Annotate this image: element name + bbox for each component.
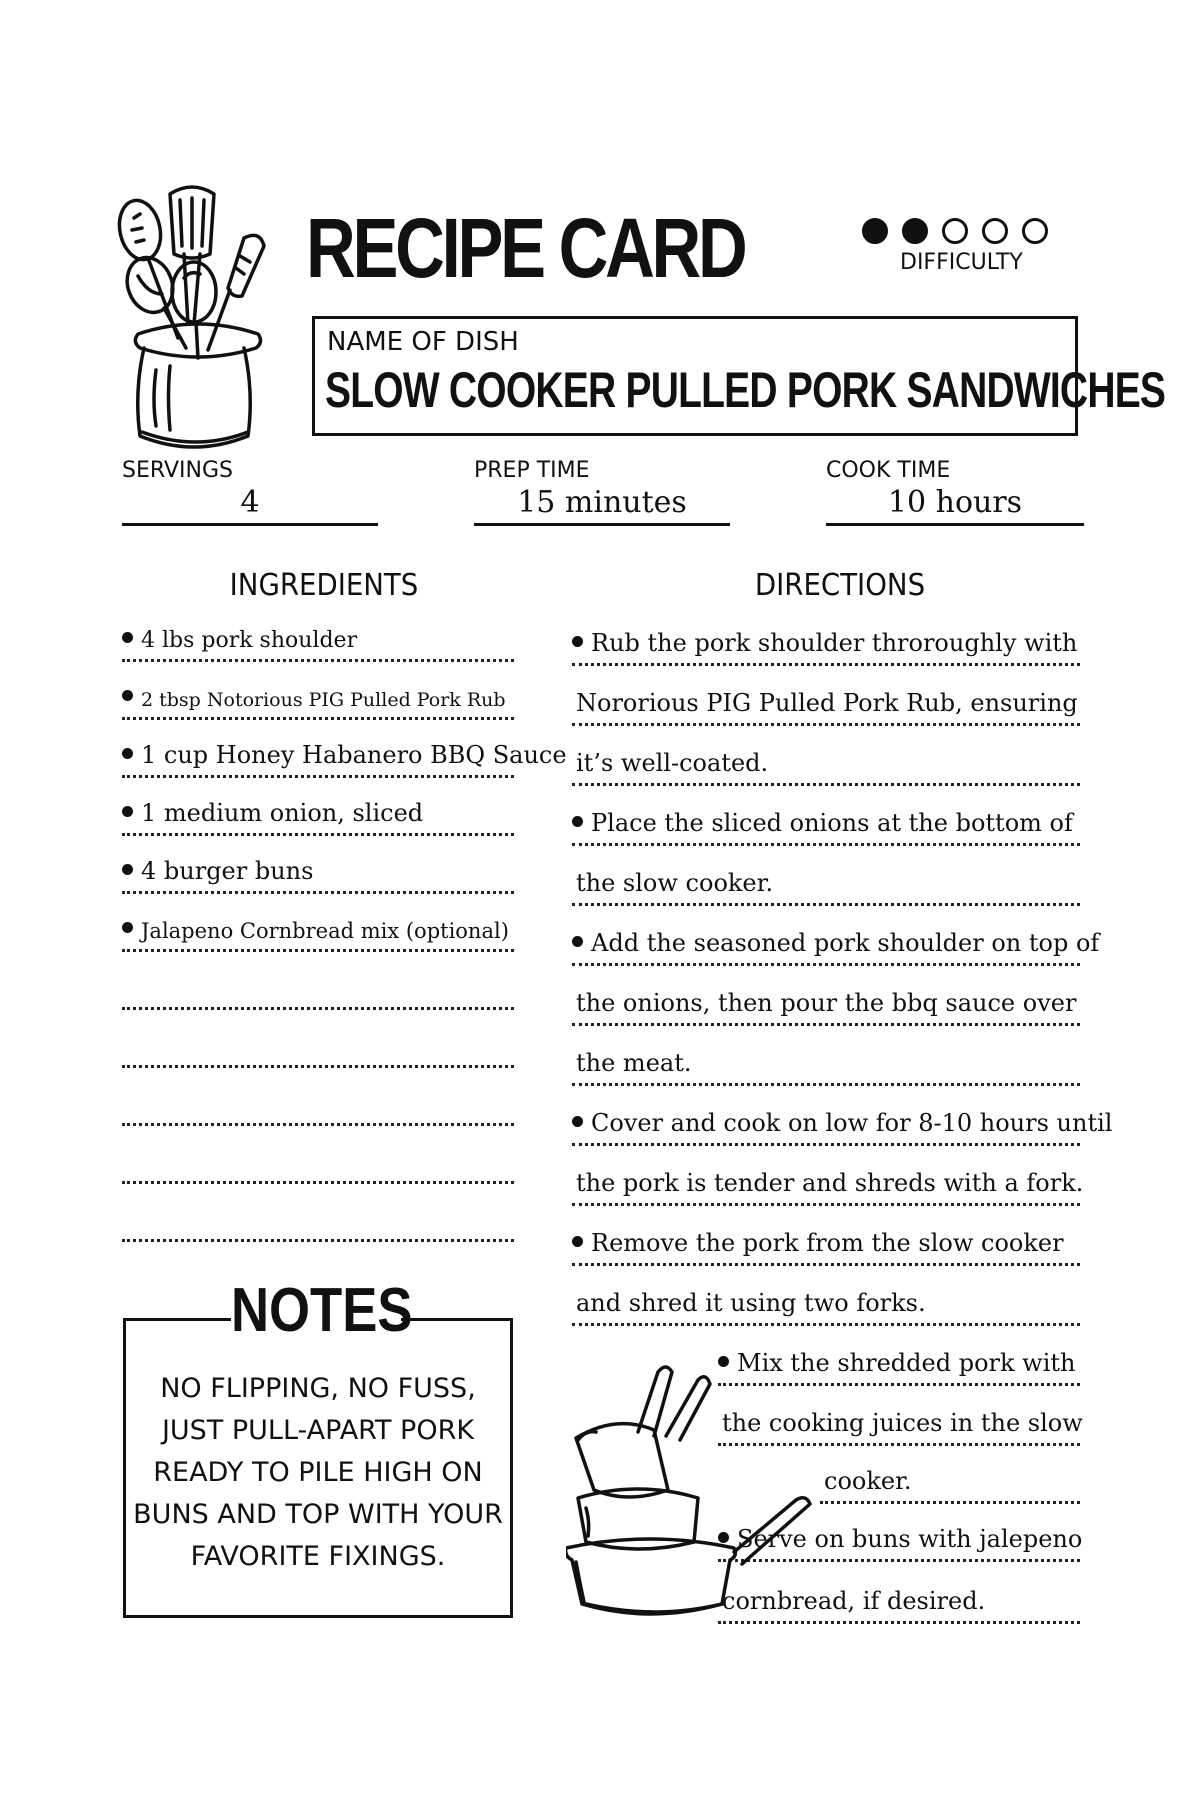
ingredient-text: 2 tbsp Notorious PIG Pulled Pork Rub <box>141 689 506 711</box>
cook-time-field <box>826 458 1084 526</box>
ingredient-text: 1 cup Honey Habanero BBQ Sauce <box>141 741 567 769</box>
servings-field <box>122 458 378 526</box>
bullet-icon <box>572 1116 583 1127</box>
difficulty-dot-empty <box>1022 218 1048 244</box>
direction-row <box>572 908 1100 966</box>
direction-text: Nororious PIG Pulled Pork Rub, ensuring <box>576 689 1078 717</box>
bullet-icon <box>572 1236 583 1247</box>
direction-text: cornbread, if desired. <box>722 1587 986 1615</box>
ingredient-row <box>122 1132 514 1184</box>
ingredient-row <box>122 1074 514 1126</box>
prep-time-label: PREP TIME <box>474 458 590 483</box>
ingredient-row <box>122 1016 514 1068</box>
bullet-icon <box>572 636 583 647</box>
bullet-icon <box>122 922 133 933</box>
direction-row <box>572 728 1080 786</box>
ingredient-text: Jalapeno Cornbread mix (optional) <box>141 919 509 943</box>
direction-row <box>572 1208 1080 1266</box>
notes-text: NO FLIPPING, NO FUSS, JUST PULL-APART PORK READY TO PILE HIGH ON BUNS AND TOP WITH YOUR FAVORITE FIXINGS. <box>133 1373 503 1572</box>
bullet-icon <box>572 936 583 947</box>
bullet-icon <box>122 632 133 643</box>
directions-heading: DIRECTIONS <box>754 568 926 603</box>
ingredient-row <box>122 1190 514 1242</box>
ingredient-text: 4 burger buns <box>141 857 314 885</box>
ingredient-row <box>122 610 514 662</box>
difficulty-label: DIFFICULTY <box>900 250 1023 275</box>
prep-time-value: 15 minutes <box>474 483 730 526</box>
dish-label: NAME OF DISH <box>327 327 519 357</box>
difficulty-dot-filled <box>862 218 888 244</box>
direction-text: Cover and cook on low for 8-10 hours until <box>591 1109 1113 1137</box>
direction-text: Add the seasoned pork shoulder on top of <box>591 929 1100 957</box>
direction-text: Serve on buns with jalepeno <box>737 1525 1083 1553</box>
direction-text: it’s well-coated. <box>576 749 769 777</box>
direction-text: Remove the pork from the slow cooker <box>591 1229 1064 1257</box>
stacked-pots-illustration <box>566 1340 816 1620</box>
direction-text: the cooking juices in the slow <box>722 1409 1083 1437</box>
direction-text: cooker. <box>824 1467 912 1495</box>
utensil-crock-illustration <box>112 180 282 450</box>
page-title: RECIPE CARD <box>306 201 745 295</box>
direction-row <box>572 1148 1084 1206</box>
bullet-icon <box>122 864 133 875</box>
direction-row <box>572 608 1080 666</box>
bullet-icon <box>122 806 133 817</box>
direction-row <box>572 848 1080 906</box>
direction-row <box>572 1268 1080 1326</box>
direction-text: the onions, then pour the bbq sauce over <box>576 989 1077 1017</box>
servings-label: SERVINGS <box>122 458 233 483</box>
direction-row <box>572 788 1080 846</box>
difficulty-dot-filled <box>902 218 928 244</box>
direction-text: Place the sliced onions at the bottom of <box>591 809 1073 837</box>
direction-row <box>572 968 1080 1026</box>
notes-heading: NOTES <box>231 1276 413 1345</box>
ingredient-row <box>122 784 514 836</box>
bullet-icon <box>122 690 133 701</box>
ingredient-row <box>122 958 514 1010</box>
direction-text: the pork is tender and shreds with a fork. <box>576 1169 1084 1197</box>
difficulty-dots <box>862 218 1082 244</box>
direction-text: Rub the pork shoulder throroughly with <box>591 629 1078 657</box>
bullet-icon <box>572 816 583 827</box>
ingredient-row <box>122 726 567 778</box>
direction-row <box>572 1028 1080 1086</box>
difficulty-rating <box>862 218 1082 275</box>
prep-time-field <box>474 458 730 526</box>
servings-value: 4 <box>122 483 378 526</box>
dish-name: SLOW COOKER PULLED PORK SANDWICHES <box>325 362 1166 418</box>
bullet-icon <box>122 748 133 759</box>
direction-text: and shred it using two forks. <box>576 1289 926 1317</box>
cook-time-label: COOK TIME <box>826 458 951 483</box>
direction-row <box>820 1446 1080 1504</box>
difficulty-dot-empty <box>982 218 1008 244</box>
dish-name-box <box>312 316 1166 436</box>
cook-time-value: 10 hours <box>826 483 1084 526</box>
direction-text: Mix the shredded pork with <box>737 1349 1076 1377</box>
direction-text: the meat. <box>576 1049 692 1077</box>
ingredient-text: 4 lbs pork shoulder <box>141 628 358 653</box>
direction-row <box>572 1088 1113 1146</box>
difficulty-dot-empty <box>942 218 968 244</box>
direction-row <box>572 668 1080 726</box>
direction-text: the slow cooker. <box>576 869 774 897</box>
ingredient-row <box>122 842 514 894</box>
ingredient-row <box>122 900 514 952</box>
ingredient-text: 1 medium onion, sliced <box>141 799 424 827</box>
ingredients-heading: INGREDIENTS <box>229 568 419 603</box>
ingredient-row <box>122 668 514 720</box>
